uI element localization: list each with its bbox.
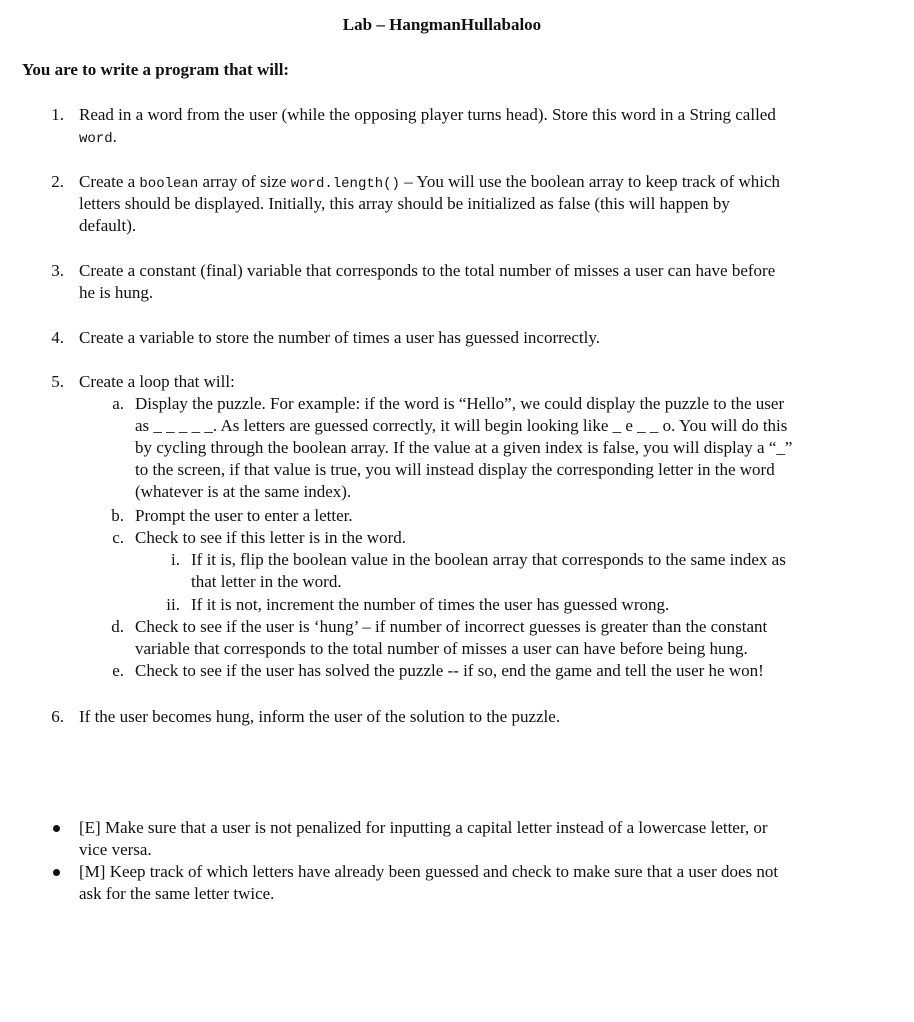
item-text-line: by cycling through the boolean array. If the value at a given index is false, you will display a “_” (135, 438, 793, 457)
item-text-line: [M] Keep track of which letters have already been guessed and check to make sure that a user does not (79, 862, 779, 881)
code-boolean: boolean (139, 176, 199, 192)
item-text-line: Prompt the user to enter a letter. (135, 506, 353, 525)
bullet-icon (53, 825, 60, 832)
item-text-line: vice versa. (79, 840, 152, 859)
item-text-line: that letter in the word. (191, 572, 342, 591)
item-text-line: Create a loop that will: (79, 372, 235, 391)
code-word: word (79, 131, 113, 147)
item-text-line: Check to see if the user has solved the puzzle -- if so, end the game and tell the user he won! (135, 661, 764, 680)
item-number: 5. (51, 372, 64, 391)
text-run: array of size (198, 172, 291, 191)
item-text-line: he is hung. (79, 283, 154, 302)
item-text-line: If the user becomes hung, inform the user of the solution to the puzzle. (79, 707, 561, 726)
item-text-line: Create a constant (final) variable that corresponds to the total number of misses a user can have before (79, 261, 776, 280)
sub-sub-item-label: i. (171, 550, 180, 569)
sub-item-label: a. (112, 394, 124, 413)
item-text-line: default). (79, 216, 137, 235)
item-text-line (79, 171, 780, 195)
item-text-line (79, 126, 117, 150)
item-text-line: (whatever is at the same index). (135, 482, 352, 501)
sub-item-label: b. (111, 506, 124, 525)
item-text-line: If it is not, increment the number of times the user has guessed wrong. (191, 595, 670, 614)
item-text-line: If it is, flip the boolean value in the boolean array that corresponds to the same index as (191, 550, 786, 569)
sub-item-label: e. (112, 661, 124, 680)
item-number: 3. (51, 261, 64, 280)
item-text-line: letters should be displayed. Initially, this array should be initialized as false (this will happen by (79, 194, 730, 213)
bullet-icon (53, 869, 60, 876)
item-text-line: Create a variable to store the number of times a user has guessed incorrectly. (79, 328, 600, 347)
item-text-line: Check to see if this letter is in the word. (135, 528, 406, 547)
item-text-line: Read in a word from the user (while the opposing player turns head). Store this word in a String called (79, 105, 776, 124)
sub-item-label: d. (111, 617, 124, 636)
item-text-line: Display the puzzle. For example: if the word is “Hello”, we could display the puzzle to the user (135, 394, 785, 413)
page-title: Lab – HangmanHullabaloo (342, 15, 542, 34)
item-text-line: variable that corresponds to the total number of misses a user can have before being hung. (135, 639, 748, 658)
item-text-line: [E] Make sure that a user is not penalized for inputting a capital letter instead of a lowercase letter, or (79, 818, 768, 837)
text-run: – You will use the boolean array to keep track of which (399, 172, 780, 191)
item-text-line: ask for the same letter twice. (79, 884, 275, 903)
item-text-line: as _ _ _ _ _. As letters are guessed correctly, it will begin looking like _ e _ _ o. You will do this (135, 416, 788, 435)
item-text-line: Check to see if the user is ‘hung’ – if number of incorrect guesses is greater than the constant (135, 617, 768, 636)
item-number: 2. (51, 172, 64, 191)
punctuation: . (112, 127, 117, 146)
item-number: 6. (51, 707, 64, 726)
item-text-line: to the screen, if that value is true, you will instead display the corresponding letter in the word (135, 460, 775, 479)
item-number: 4. (51, 328, 64, 347)
sub-item-label: c. (112, 528, 124, 547)
code-length: word.length() (290, 176, 400, 192)
text-run: Create a (79, 172, 140, 191)
intro-heading: You are to write a program that will: (22, 60, 290, 79)
sub-sub-item-label: ii. (166, 595, 180, 614)
item-number: 1. (51, 105, 64, 124)
